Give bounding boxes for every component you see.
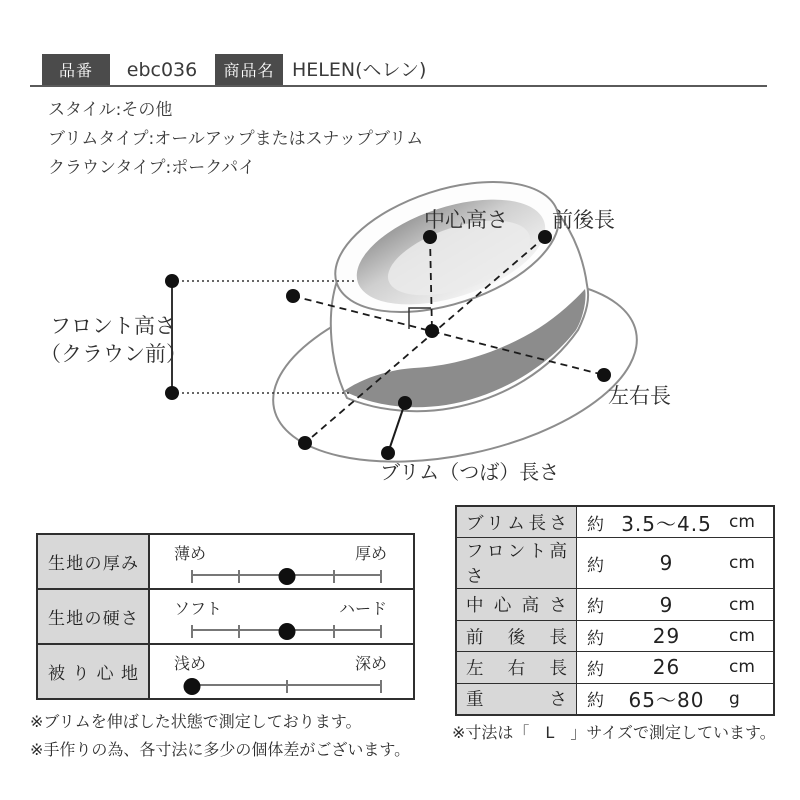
label-left-right-length: 左右長 [608,384,671,408]
slider-tick [333,625,335,638]
measurement-value: 29 [652,624,681,649]
hardness-slider [150,590,413,643]
measurement-unit: cm [729,512,755,533]
measurement-label-text: ブリム長さ [466,513,567,534]
measurement-row [457,589,773,620]
slider-tick [380,680,382,693]
measurement-value: 26 [652,655,681,680]
slider-end-labels [174,651,387,673]
label-front-height-line2: （クラウン前） [40,342,187,366]
slider-track [192,574,381,576]
measurement-label [457,621,577,651]
attribute-label [38,590,150,643]
attribute-row-thickness [38,535,413,590]
measurement-unit: cm [729,626,755,647]
slider-value-dot [278,568,295,585]
dot-front-back-rear [538,230,552,244]
approx-prefix: 約 [587,514,604,535]
measurement-value-cell [577,652,773,682]
measurement-unit: g [729,688,740,709]
measurement-label [457,652,577,682]
measurement-label [457,684,577,714]
footnote-handmade: ※手作りの為、各寸法に多少の個体差がございます。 [30,740,411,759]
measurement-value: 9 [659,551,674,576]
footnote-size-l: ※寸法は「 L 」サイズで測定しています。 [452,723,776,742]
approx-prefix: 約 [587,659,604,680]
measurement-label [457,538,577,588]
dot-brim-inner [398,396,412,410]
attribute-label-text: 生地の硬さ [48,609,138,629]
footnotes-left [30,708,410,764]
spec-brim-type: ブリムタイプ:オールアップまたはスナップブリム [48,129,424,149]
measurement-value-cell [577,621,773,651]
measurement-row [457,684,773,714]
approx-prefix: 約 [587,628,604,649]
measurement-value-cell [577,684,773,714]
attribute-table [36,533,415,700]
slider-left-label: 浅め [174,654,207,673]
approx-prefix: 約 [587,555,604,576]
attribute-label [38,645,150,698]
measurement-label-text: フロント高さ [466,542,567,588]
measurement-value-cell [577,538,773,588]
dot-front-height-top [165,274,179,288]
attribute-label-text: 被り心地 [48,664,138,684]
slider-tick [333,570,335,583]
measurement-unit: cm [729,657,755,678]
label-brim-length: ブリム（つば）長さ [380,460,560,484]
slider-track [192,629,381,631]
attribute-row-fit [38,645,413,698]
footnote-brim-measured: ※ブリムを伸ばした状態で測定しております。 [30,712,362,731]
measurement-label-text: 重さ [466,690,567,711]
approx-prefix: 約 [587,691,604,712]
slider-tick [191,625,193,638]
spec-style: スタイル:その他 [48,100,173,120]
measurement-value-cell [577,507,773,537]
thickness-slider [150,535,413,588]
attribute-row-hardness [38,590,413,645]
slider-tick [238,625,240,638]
dot-left-right-right [597,368,611,382]
measurement-label [457,507,577,537]
measurement-value: 3.5〜4.5 [621,511,712,536]
product-name-value: HELEN(ヘレン) [292,59,427,81]
product-name-tag: 商品名 [215,54,283,87]
slider-left-label: ソフト [174,599,223,618]
approx-prefix: 約 [587,597,604,618]
measurement-table [455,505,775,716]
slider-right-label: ハード [338,599,387,618]
slider-tick [380,570,382,583]
measurement-label-text: 前後長 [466,627,567,648]
measurement-value-cell [577,589,773,619]
measurement-row [457,621,773,652]
slider-end-labels [174,596,387,618]
slider-right-label: 厚め [354,544,387,563]
slider-left-label: 薄め [174,544,207,563]
dot-left-right-left [286,289,300,303]
slider-end-labels [174,541,387,563]
measurement-label-text: 左右長 [466,658,567,679]
spec-crown-type: クラウンタイプ:ポークパイ [48,158,256,178]
measurement-unit: cm [729,553,755,574]
label-center-height: 中心高さ [424,208,508,232]
measurement-row [457,507,773,538]
measurement-value: 65〜80 [628,688,705,713]
measurement-label-text: 中心高さ [466,596,567,617]
product-code-tag: 品番 [42,54,110,87]
slider-value-dot [278,623,295,640]
slider-tick [238,570,240,583]
measurement-label [457,589,577,619]
measurement-row [457,652,773,683]
label-front-height-line1: フロント高さ [50,314,176,338]
slider-right-label: 深め [354,654,387,673]
attribute-label-text: 生地の厚み [48,554,138,574]
attribute-label [38,535,150,588]
slider-track [192,684,381,686]
measurement-row [457,538,773,589]
label-front-back-length: 前後長 [552,208,615,232]
measurement-unit: cm [729,594,755,615]
measurement-value: 9 [659,592,674,617]
slider-value-dot [184,678,201,695]
dot-front-back-front [298,436,312,450]
slider-tick [191,570,193,583]
dot-crown-center [425,324,439,338]
dot-center-height-top [423,230,437,244]
slider-tick [286,680,288,693]
dot-front-height-bottom [165,386,179,400]
product-code-value: ebc036 [126,59,198,81]
dot-brim-edge [381,446,395,460]
fit-slider [150,645,413,698]
slider-tick [380,625,382,638]
